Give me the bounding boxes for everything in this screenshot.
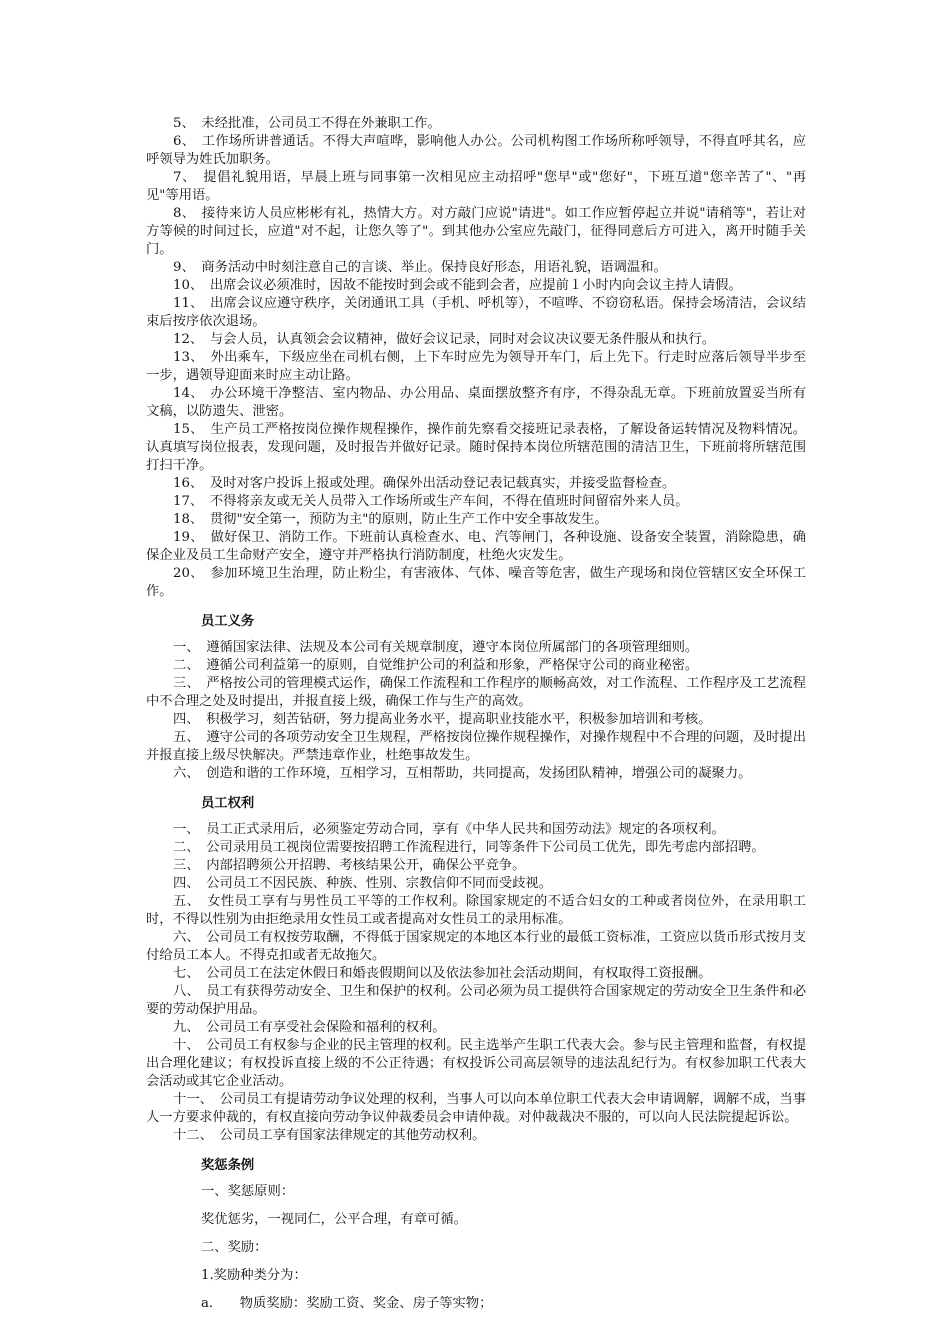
list-item: 11、 出席会议应遵守秩序，关闭通讯工具（手机、呼机等），不喧哗、不窃窃私语。保持会场清洁，会议结束后按序依次退场。	[146, 296, 806, 329]
list-item: 5、 未经批准，公司员工不得在外兼职工作。	[173, 116, 441, 131]
list-item: 四、 公司员工不因民族、种族、性别、宗教信仰不同而受歧视。	[173, 876, 552, 891]
rewards-heading: 二、奖励：	[201, 1240, 268, 1255]
list-item: 三、 内部招聘须公开招聘、考核结果公开，确保公平竞争。	[173, 858, 526, 873]
duties-list	[146, 639, 806, 783]
list-item: 13、 外出乘车，下级应坐在司机右侧，上下车时应先为领导开车门，后上先下。行走时应落后领导半步至一步，遇领导迎面来时应主动让路。	[146, 350, 806, 383]
list-item: 五、 遵守公司的各项劳动安全卫生规程，严格按岗位操作规程操作，对操作规程中不合理的问题，及时提出并报直接上级尽快解决。严禁违章作业，杜绝事故发生。	[146, 730, 806, 763]
section-heading-rewards: 奖惩条例	[201, 1158, 255, 1173]
list-item: 10、 出席会议必须准时，因故不能按时到会或不能到会者，应提前１小时内向会议主持人请假。	[173, 278, 742, 293]
rewards-principle-text: 奖优惩劣，一视同仁，公平合理，有章可循。	[201, 1212, 467, 1227]
section-heading-rights: 员工权利	[201, 796, 255, 811]
list-item: 二、 遵循公司利益第一的原则，自觉维护公司的利益和形象，严格保守公司的商业秘密。	[173, 658, 699, 673]
section-heading-duties: 员工义务	[201, 614, 255, 629]
list-item: 六、 公司员工有权按劳取酬，不得低于国家规定的本地区本行业的最低工资标准，工资应以货币形式按月支付给员工本人。不得克扣或者无故拖欠。	[146, 930, 806, 963]
list-item: 六、 创造和谐的工作环境，互相学习，互相帮助，共同提高，发扬团队精神，增强公司的凝聚力。	[173, 766, 752, 781]
list-item: 7、 提倡礼貌用语，早晨上班与同事第一次相见应主动招呼"您早"或"您好"，下班互道"您辛苦了"、"再见"等用语。	[146, 170, 806, 203]
list-item: 一、 遵循国家法律、法规及本公司有关规章制度，遵守本岗位所属部门的各项管理细则。	[173, 640, 699, 655]
list-item: 五、 女性员工享有与男性员工平等的工作权利。除国家规定的不适合妇女的工种或者岗位外，在录用职工时，不得以性别为由拒绝录用女性员工或者提高对女性员工的录用标准。	[146, 894, 806, 927]
list-item: 20、 参加环境卫生治理，防止粉尘，有害液体、气体、噪音等危害，做生产现场和岗位管辖区安全环保工作。	[146, 566, 806, 599]
list-item: 三、 严格按公司的管理模式运作，确保工作流程和工作程序的顺畅高效，对工作流程、工作程序及工艺流程中不合理之处及时提出，并报直接上级，确保工作与生产的高效。	[146, 676, 806, 709]
list-item: 二、 公司录用员工视岗位需要按招聘工作流程进行，同等条件下公司员工优先，即先考虑内部招聘。	[173, 840, 765, 855]
list-item: 12、 与会人员，认真领会会议精神，做好会议记录，同时对会议决议要无条件服从和执行。	[173, 332, 716, 347]
list-item: 八、 员工有获得劳动安全、卫生和保护的权利。公司必须为员工提供符合国家规定的劳动安全卫生条件和必要的劳动保护用品。	[146, 984, 806, 1017]
list-item: 十一、 公司员工有提请劳动争议处理的权利，当事人可以向本单位职工代表大会申请调解，调解不成，当事人一方要求仲裁的，有权直接向劳动争议仲裁委员会申请仲裁。对仲裁裁决不服的，可以向人民法院提起诉讼。	[146, 1092, 806, 1125]
list-item: 19、 做好保卫、消防工作。下班前认真检查水、电、汽等闸门，各种设施、设备安全装置，消除隐患，确保企业及员工生命财产安全，遵守并严格执行消防制度，杜绝火灾发生。	[146, 530, 806, 563]
rewards-principle-heading: 一、奖惩原则：	[201, 1184, 295, 1199]
list-item: 9、 商务活动中时刻注意自己的言谈、举止。保持良好形态，用语礼貌，语调温和。	[173, 260, 667, 275]
list-item: 十二、 公司员工享有国家法律规定的其他劳动权利。	[173, 1128, 486, 1143]
list-item: 16、 及时对客户投诉上报或处理。确保外出活动登记表记载真实，并接受监督检查。	[173, 476, 676, 491]
list-item: 一、 员工正式录用后，必须鉴定劳动合同，享有《中华人民共和国劳动法》规定的各项权利。	[173, 822, 725, 837]
rights-list	[146, 821, 806, 1145]
list-item: 十、 公司员工有权参与企业的民主管理的权利。民主选举产生职工代表大会。参与民主管理和监督，有权提出合理化建议；有权投诉直接上级的不公正待遇；有权投诉公司高层领导的违法乱纪行为。有权参加职工代表大会活动或其它企业活动。	[146, 1038, 806, 1089]
list-item: 九、 公司员工有享受社会保险和福利的权利。	[173, 1020, 446, 1035]
list-item: 14、 办公环境干净整洁、室内物品、办公用品、桌面摆放整齐有序，不得杂乱无章。下班前放置妥当所有文稿，以防遗失、泄密。	[146, 386, 806, 419]
rewards-section	[146, 1183, 806, 1313]
list-item: 四、 积极学习，刻苦钻研，努力提高业务水平，提高职业技能水平，积极参加培训和考核。	[173, 712, 712, 727]
list-item: 8、 接待来访人员应彬彬有礼，热情大方。对方敲门应说"请进"。如工作应暂停起立并说"请稍等"，若让对方等候的时间过长，应道"对不起，让您久等了"。到其他办公室应先敲门，征得同意后方可进入，离开时随手关门。	[146, 206, 806, 257]
conduct-rules-list	[146, 115, 806, 601]
rewards-types-heading: 1.奖励种类分为：	[201, 1268, 307, 1283]
rewards-type-item: a. 物质奖励：奖励工资、奖金、房子等实物；	[201, 1296, 493, 1311]
list-item: 17、 不得将亲友或无关人员带入工作场所或生产车间，不得在值班时间留宿外来人员。	[173, 494, 689, 509]
list-item: 七、 公司员工在法定休假日和婚丧假期间以及依法参加社会活动期间，有权取得工资报酬。	[173, 966, 712, 981]
document-content	[146, 115, 806, 1313]
list-item: 6、 工作场所讲普通话。不得大声喧哗，影响他人办公。公司机构图工作场所称呼领导，不得直呼其名，应呼领导为姓氏加职务。	[146, 134, 806, 167]
list-item: 15、 生产员工严格按岗位操作规程操作，操作前先察看交接班记录表格，了解设备运转情况及物料情况。认真填写岗位报表，发现问题，及时报告并做好记录。随时保持本岗位所辖范围的清洁卫生，下班前将所辖范围打扫干净。	[146, 422, 806, 473]
list-item: 18、 贯彻"安全第一，预防为主"的原则，防止生产工作中安全事故发生。	[173, 512, 608, 527]
